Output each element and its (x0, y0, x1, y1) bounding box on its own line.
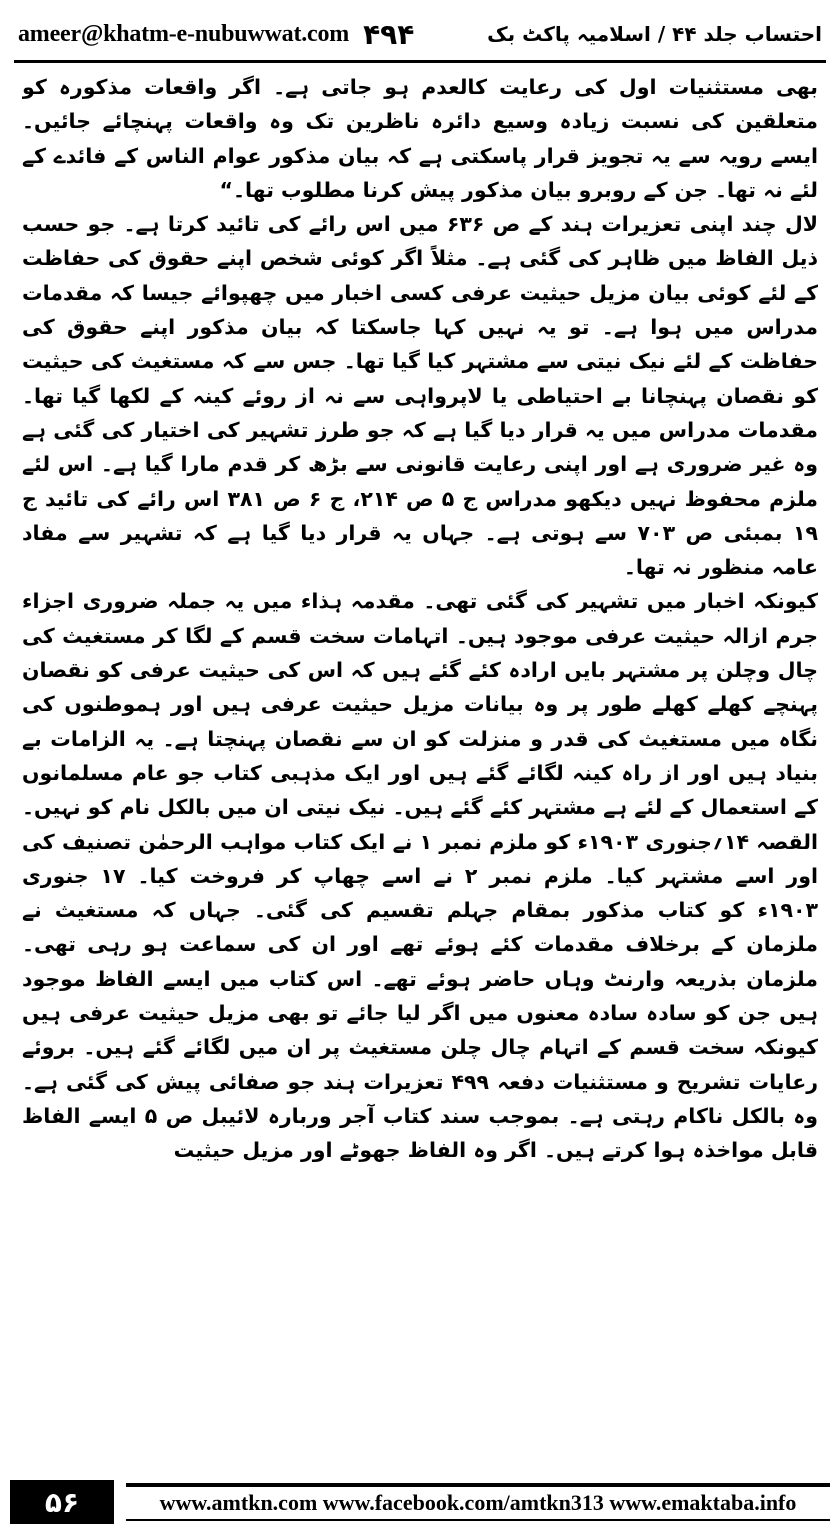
body-text (22, 70, 818, 1460)
footer-page-number: ۵۶ (10, 1480, 114, 1524)
header-email: ameer@khatm-e-nubuwwat.com (18, 20, 350, 47)
footer-links-block (114, 1483, 830, 1521)
header-rule (14, 60, 826, 63)
header-page-number: ۴۹۴ (363, 17, 415, 51)
page-header (18, 12, 822, 56)
paragraph-1: بھی مستثنیات اول کی رعایت کالعدم ہو جاتی ہے۔ اگر واقعات مذکورہ کو متعلقین کی نسبت زیادہ وسیع دائرہ ناظرین تک وہ واقعات پہنچائے جائیں۔ ایسے رویہ سے یہ تجویز قرار پاسکتی ہے کہ بیان مذکور عوام الناس کے فائدے کے لئے نہ تھا۔ جن کے روبرو بیان مذکور پیش کرنا مطلوب تھا۔“ (22, 75, 818, 202)
paragraph-4: القصہ ۱۴؍جنوری ۱۹۰۳ء کو ملزم نمبر ۱ نے ایک کتاب مواہب الرحمٰن تصنیف کی اور اسے مشتہر کیا۔ ملزم نمبر ۲ نے اسے چھاپ کر فروخت کیا۔ ۱۷ جنوری ۱۹۰۳ء کو کتاب مذکور بمقام جہلم تقسیم کی گئی۔ جہاں کہ مستغیث نے ملزمان کے برخلاف مقدمات کئے ہوئے تھے اور ان کی سماعت ہو رہی تھی۔ ملزمان بذریعہ وارنٹ وہاں حاضر ہوئے تھے۔ اس کتاب میں ایسے الفاظ موجود ہیں جن کو سادہ سادہ معنوں میں اگر لیا جائے تو بھی مزیل حیثیت عرفی ہیں کیونکہ سخت قسم کے اتہام چال چلن مستغیث پر ان میں لگائے گئے ہیں۔ بروئے رعایات تشریح و مستثنیات دفعہ ۴۹۹ تعزیرات ہند جو صفائی پیش کی گئی ہے۔ وہ بالکل ناکام رہتی ہے۔ بموجب سند کتاب آجر وربارہ لائیبل ص ۵ ایسے الفاظ قابل مواخذہ ہوا کرتے ہیں۔ اگر وہ الفاظ جھوٹے اور مزیل حیثیت (22, 829, 818, 1163)
page-footer (10, 1474, 830, 1530)
header-book-title: احتساب جلد ۴۴ / اسلامیہ پاکٹ بک (487, 22, 822, 46)
footer-rule-bottom (126, 1519, 830, 1521)
footer-rule-top (126, 1483, 830, 1487)
header-left (18, 18, 414, 51)
footer-links: www.amtkn.com www.facebook.com/amtkn313 www.emaktaba.info (159, 1490, 797, 1515)
paragraph-2: لال چند اپنی تعزیرات ہند کے ص ۶۳۶ میں اس رائے کی تائید کرتا ہے۔ جو حسب ذیل الفاظ میں ظاہر کی گئی ہے۔ مثلاً اگر کوئی شخص اپنے حقوق کی حفاظت کے لئے کوئی بیان مزیل حیثیت عرفی کسی اخبار میں چھپوائے جیسا کہ مقدمات مدراس میں ہوا ہے۔ تو یہ نہیں کہا جاسکتا کہ بیان مذکور اپنے حقوق کی حفاظت کے لئے نیک نیتی سے مشتہر کیا گیا تھا۔ جس سے کہ مستغیث کی حیثیت کو نقصان پہنچانا بے احتیاطی یا لاپرواہی سے نہ از روئے کینہ کے لکھا گیا تھا۔ مقدمات مدراس میں یہ قرار دیا گیا ہے کہ جو طرز تشہیر کی اختیار کی گئی ہے وہ غیر ضروری ہے اور اپنی رعایت قانونی سے بڑھ کر قدم مارا گیا ہے۔ اس لئے ملزم محفوظ نہیں دیکھو مدراس ج ۵ ص ۲۱۴، ج ۶ ص ۳۸۱ اس رائے کی تائید ج ۱۹ بمبئی ص ۷۰۳ سے ہوتی ہے۔ جہاں یہ قرار دیا گیا ہے کہ تشہیر سے مفاد عامہ منظور نہ تھا۔ (22, 212, 818, 580)
paragraph-3: کیونکہ اخبار میں تشہیر کی گئی تھی۔ مقدمہ ہذاء میں یہ جملہ ضروری اجزاء جرم ازالہ حیثیت عرفی موجود ہیں۔ اتہامات سخت قسم کے لگا کر مستغیث کی چال وچلن پر مشتہر بایں ارادہ کئے گئے ہیں کہ اس کی حیثیت عرفی کو نقصان پہنچے کھلے کھلے طور پر وہ بیانات مزیل حیثیت عرفی ہیں اور ہموطنوں کی نگاہ میں مستغیث کی قدر و منزلت کو ان سے نقصان پہنچتا ہے۔ یہ الزامات بے بنیاد ہیں اور از راہ کینہ لگائے گئے ہیں اور ایک مذہبی کتاب جو عام مسلمانوں کے استعمال کے لئے ہے مشتہر کئے گئے ہیں۔ نیک نیتی ان میں بالکل نام کو نہیں۔ (22, 589, 818, 820)
